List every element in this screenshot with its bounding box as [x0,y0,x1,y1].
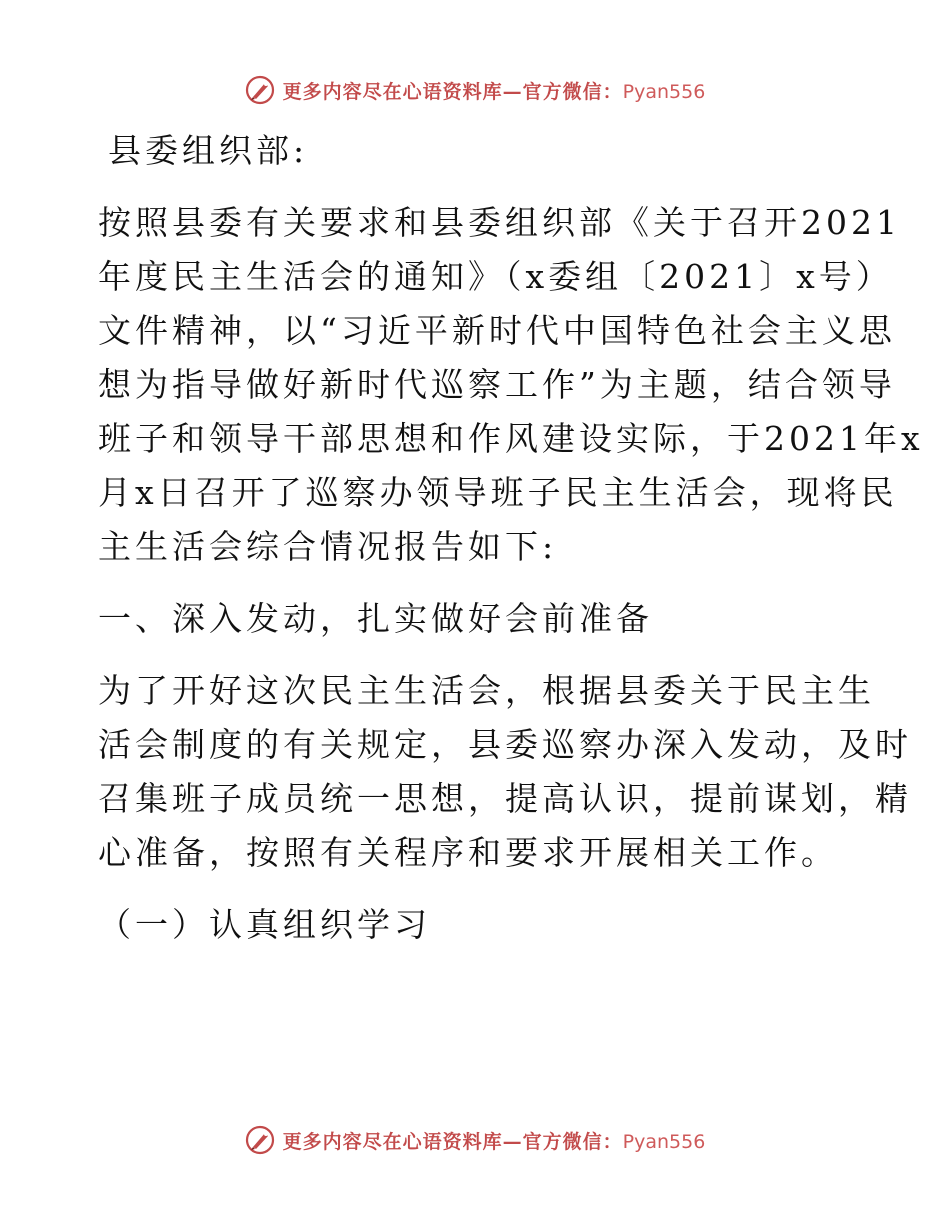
paragraph-line: 主生活会综合情况报告如下: [98,527,558,566]
paragraph-2 [98,664,912,880]
watermark-text: 更多内容尽在心语资料库—官方微信：Pyan556 [282,80,706,103]
section-heading-1: 一、深入发动，扎实做好会前准备 [98,599,653,638]
paragraph-line: 为了开好这次民主生活会，根据县委关于民主生 [98,671,875,710]
paragraph-line: 想为指导做好新时代巡察工作”为主题，结合领导 [98,365,896,404]
watermark-banner-top [0,72,950,108]
watermark-brand: Pyan556 [622,80,706,103]
paragraph-line: 年度民主生活会的通知》（x委组〔2021〕x号） [98,257,893,296]
paragraph-1 [98,196,924,574]
paragraph-line: 召集班子成员统一思想，提高认识，提前谋划，精 [98,779,912,818]
paragraph-line: 文件精神，以“习近平新时代中国特色社会主义思 [98,311,896,350]
paragraph-line: 按照县委有关要求和县委组织部《关于召开2021 [98,203,901,242]
paragraph-line: 月x日召开了巡察办领导班子民主生活会，现将民 [98,473,898,512]
paragraph-line: 心准备，按照有关程序和要求开展相关工作。 [98,833,838,872]
watermark-text: 更多内容尽在心语资料库—官方微信：Pyan556 [282,1130,706,1153]
quill-pen-logo-icon [245,1125,275,1155]
salutation: 县委组织部: [108,131,309,170]
document-body [98,124,924,952]
quill-pen-logo-icon [245,75,275,105]
paragraph-line: 班子和领导干部思想和作风建设实际，于2021年x [98,419,924,458]
watermark-brand: Pyan556 [622,1130,706,1153]
section-heading-2: （一）认真组织学习 [98,905,431,944]
watermark-banner-bottom [0,1122,950,1158]
paragraph-line: 活会制度的有关规定，县委巡察办深入发动，及时 [98,725,912,764]
